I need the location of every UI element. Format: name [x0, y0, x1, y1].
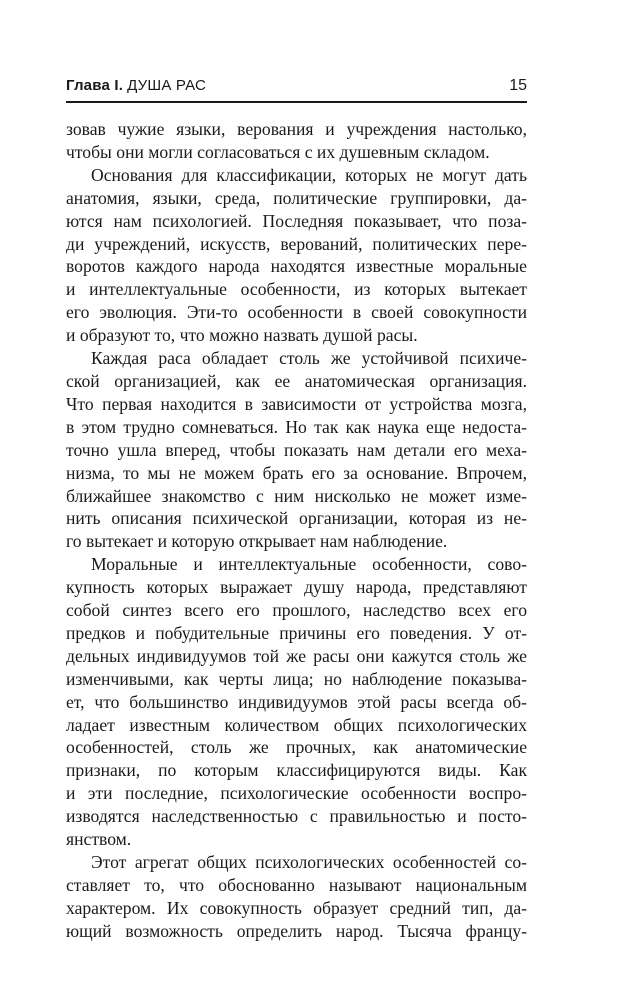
text-line: в этом трудно сомневаться. Но так как наука еще недоста- [66, 416, 527, 437]
header-rule [66, 101, 527, 103]
text-line: нить описания психической организации, которая из не- [66, 508, 527, 529]
text-line: ди учреждений, искусств, верований, политических пере- [66, 233, 527, 254]
text-line: дельных индивидуумов той же расы они кажутся столь же [66, 645, 527, 666]
text-line: и образуют то, что можно назвать душой расы. [66, 325, 418, 346]
text-line: особенностей, столь же прочных, как анатомические [66, 737, 527, 758]
text-line: купность которых выражает душу народа, представляют [66, 577, 527, 598]
text-line: Этот агрегат общих психологических особенностей со- [91, 852, 527, 872]
text-line: изводятся наследственностью с правильностью и посто- [66, 806, 527, 827]
text-line: и интеллектуальные особенности, из которых вытекает [66, 279, 527, 300]
text-line: и эти последние, психологические особенности воспро- [66, 783, 527, 804]
text-line: ближайшее знакомство с ним нисколько не может изме- [66, 485, 527, 506]
text-line: точно ушла вперед, чтобы показать нам детали его меха- [66, 439, 527, 460]
text-line: зовав чужие языки, верования и учреждения настолько, [66, 119, 527, 139]
text-line: его эволюция. Эти-то особенности в своей совокупности [66, 302, 527, 323]
text-line: воротов каждого народа находятся известные моральные [66, 256, 527, 277]
text-line: чтобы они могли согласоваться с их душевным складом. [66, 141, 490, 162]
text-line: ской организацией, как ее анатомическая организация. [66, 370, 527, 391]
chapter-title: ДУША РАС [127, 77, 206, 94]
text-line: Моральные и интеллектуальные особенности, сово- [91, 554, 527, 575]
text-line: янством. [66, 829, 132, 850]
page-number: 15 [509, 77, 527, 94]
text-line: ющий возможность определить народ. Тысяча францу- [66, 920, 527, 941]
text-line: ставляет то, что обоснованно называют национальным [66, 874, 527, 895]
text-line: низма, то мы не можем брать его за основание. Впрочем, [66, 462, 527, 483]
text-line: го вытекает и которую открывает нам наблюдение. [66, 531, 448, 552]
text-line: Каждая раса обладает столь же устойчивой психиче- [91, 348, 527, 369]
text-line: Что первая находится в зависимости от устройства мозга, [66, 393, 527, 414]
running-head [66, 74, 527, 98]
body-text [66, 118, 527, 943]
text-line: ются нам психологией. Последняя показывает, что поза- [66, 210, 527, 231]
text-line: ет, что большинство индивидуумов этой расы всегда об- [66, 691, 527, 712]
chapter-label: Глава I. [66, 77, 124, 94]
text-line: характером. Их совокупность образует средний тип, да- [66, 897, 527, 918]
text-line: анатомия, языки, среда, политические группировки, да- [66, 187, 527, 208]
text-line: Основания для классификации, которых не могут дать [91, 164, 527, 185]
text-line: ладает известным количеством общих психологических [66, 714, 527, 735]
text-line: признаки, по которым классифицируются виды. Как [66, 760, 527, 781]
text-line: предков и побудительные причины его поведения. У от- [66, 622, 527, 643]
text-line: собой синтез всего его прошлого, наследство всех его [66, 600, 527, 621]
text-line: изменчивыми, как черты лица; но наблюдение показыва- [66, 668, 527, 689]
